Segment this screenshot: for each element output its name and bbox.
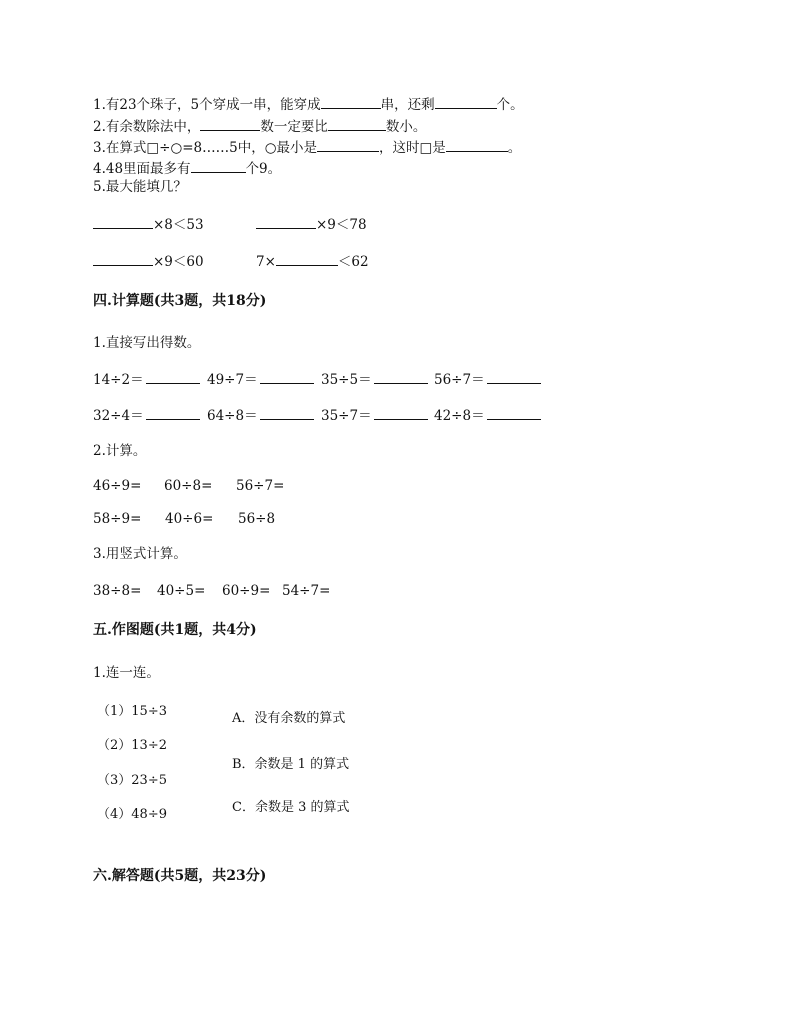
q2-text-c: 数小。 xyxy=(385,119,427,135)
vertical-calc-item: 38÷8= xyxy=(93,583,142,599)
answer-blank[interactable] xyxy=(146,405,200,420)
vertical-calc-item: 54÷7= xyxy=(282,583,331,599)
q4-text-b: 个9。 xyxy=(245,161,282,177)
q1-text-c: 个。 xyxy=(496,97,524,113)
q3-blank-2[interactable] xyxy=(446,137,508,152)
q3-text-c: 。 xyxy=(507,140,522,156)
fill-question-1 xyxy=(93,94,524,114)
direct-calc-item: 42÷8＝ xyxy=(434,405,541,425)
calc-item: 40÷6= xyxy=(165,511,214,527)
fill-item-blank[interactable] xyxy=(276,251,338,266)
fill-question-3 xyxy=(93,137,521,157)
fill-question-4 xyxy=(93,158,281,178)
direct-calc-item: 32÷4＝ xyxy=(93,405,200,425)
s4-q1-label: 1.直接写出得数。 xyxy=(93,335,201,351)
q3-text-a: 3.在算式□÷○=8……5中，○最小是 xyxy=(93,140,317,156)
answer-blank[interactable] xyxy=(374,405,428,420)
s5-q1-label: 1.连一连。 xyxy=(93,665,160,681)
q2-blank-2[interactable] xyxy=(328,116,386,131)
q2-text-b: 数一定要比 xyxy=(260,119,328,135)
fill-question-2 xyxy=(93,116,426,136)
match-left-item[interactable]: （2）13÷2 xyxy=(97,738,167,753)
s4-q2-label: 2.计算。 xyxy=(93,443,147,459)
q4-blank[interactable] xyxy=(191,158,246,173)
q3-text-b: ，这时□是 xyxy=(379,140,446,156)
fill-question-5 xyxy=(93,178,187,196)
q1-text-a: 1.有23个珠子，5个穿成一串，能穿成 xyxy=(93,97,321,113)
q2-blank-1[interactable] xyxy=(200,116,260,131)
calc-item: 46÷9= xyxy=(93,478,142,494)
answer-blank[interactable] xyxy=(260,405,314,420)
section-6-heading: 六.解答题(共5题，共23分) xyxy=(93,868,267,884)
direct-calc-item: 14÷2＝ xyxy=(93,369,200,389)
match-right-item[interactable]: B．余数是 1 的算式 xyxy=(232,757,350,772)
q5-label: 5.最大能填几？ xyxy=(93,179,187,195)
section-4-heading: 四.计算题(共3题，共18分) xyxy=(93,293,267,309)
q4-text-a: 4.48里面最多有 xyxy=(93,161,191,177)
direct-calc-item: 35÷7＝ xyxy=(321,405,428,425)
answer-blank[interactable] xyxy=(146,369,200,384)
match-left-item[interactable]: （1）15÷3 xyxy=(97,704,167,719)
fill-item: 7× ＜62 xyxy=(256,251,369,271)
calc-item: 56÷8 xyxy=(238,511,276,527)
q3-blank-1[interactable] xyxy=(317,137,379,152)
match-right-item[interactable]: A．没有余数的算式 xyxy=(232,711,346,726)
direct-calc-item: 49÷7＝ xyxy=(207,369,314,389)
q1-blank-2[interactable] xyxy=(435,94,497,109)
fill-item-blank[interactable] xyxy=(93,214,153,229)
direct-calc-item: 35÷5＝ xyxy=(321,369,428,389)
fill-item: ×9＜78 xyxy=(256,214,367,234)
fill-item-blank[interactable] xyxy=(256,214,316,229)
fill-item: ×9＜60 xyxy=(93,251,204,271)
direct-calc-item: 56÷7＝ xyxy=(434,369,541,389)
q1-blank-1[interactable] xyxy=(321,94,381,109)
vertical-calc-item: 60÷9= xyxy=(222,583,271,599)
answer-blank[interactable] xyxy=(487,405,541,420)
answer-blank[interactable] xyxy=(374,369,428,384)
fill-item-blank[interactable] xyxy=(93,251,153,266)
q2-text-a: 2.有余数除法中， xyxy=(93,119,201,135)
calc-item: 58÷9= xyxy=(93,511,142,527)
match-left-item[interactable]: （3）23÷5 xyxy=(97,773,167,788)
calc-item: 56÷7= xyxy=(236,478,285,494)
vertical-calc-item: 40÷5= xyxy=(157,583,206,599)
match-left-item[interactable]: （4）48÷9 xyxy=(97,807,167,822)
direct-calc-item: 64÷8＝ xyxy=(207,405,314,425)
q1-text-b: 串，还剩 xyxy=(380,97,435,113)
answer-blank[interactable] xyxy=(487,369,541,384)
fill-item: ×8＜53 xyxy=(93,214,204,234)
s4-q3-label: 3.用竖式计算。 xyxy=(93,546,187,562)
match-right-item[interactable]: C．余数是 3 的算式 xyxy=(232,800,350,815)
section-5-heading: 五.作图题(共1题，共4分) xyxy=(93,622,257,638)
calc-item: 60÷8= xyxy=(164,478,213,494)
answer-blank[interactable] xyxy=(260,369,314,384)
